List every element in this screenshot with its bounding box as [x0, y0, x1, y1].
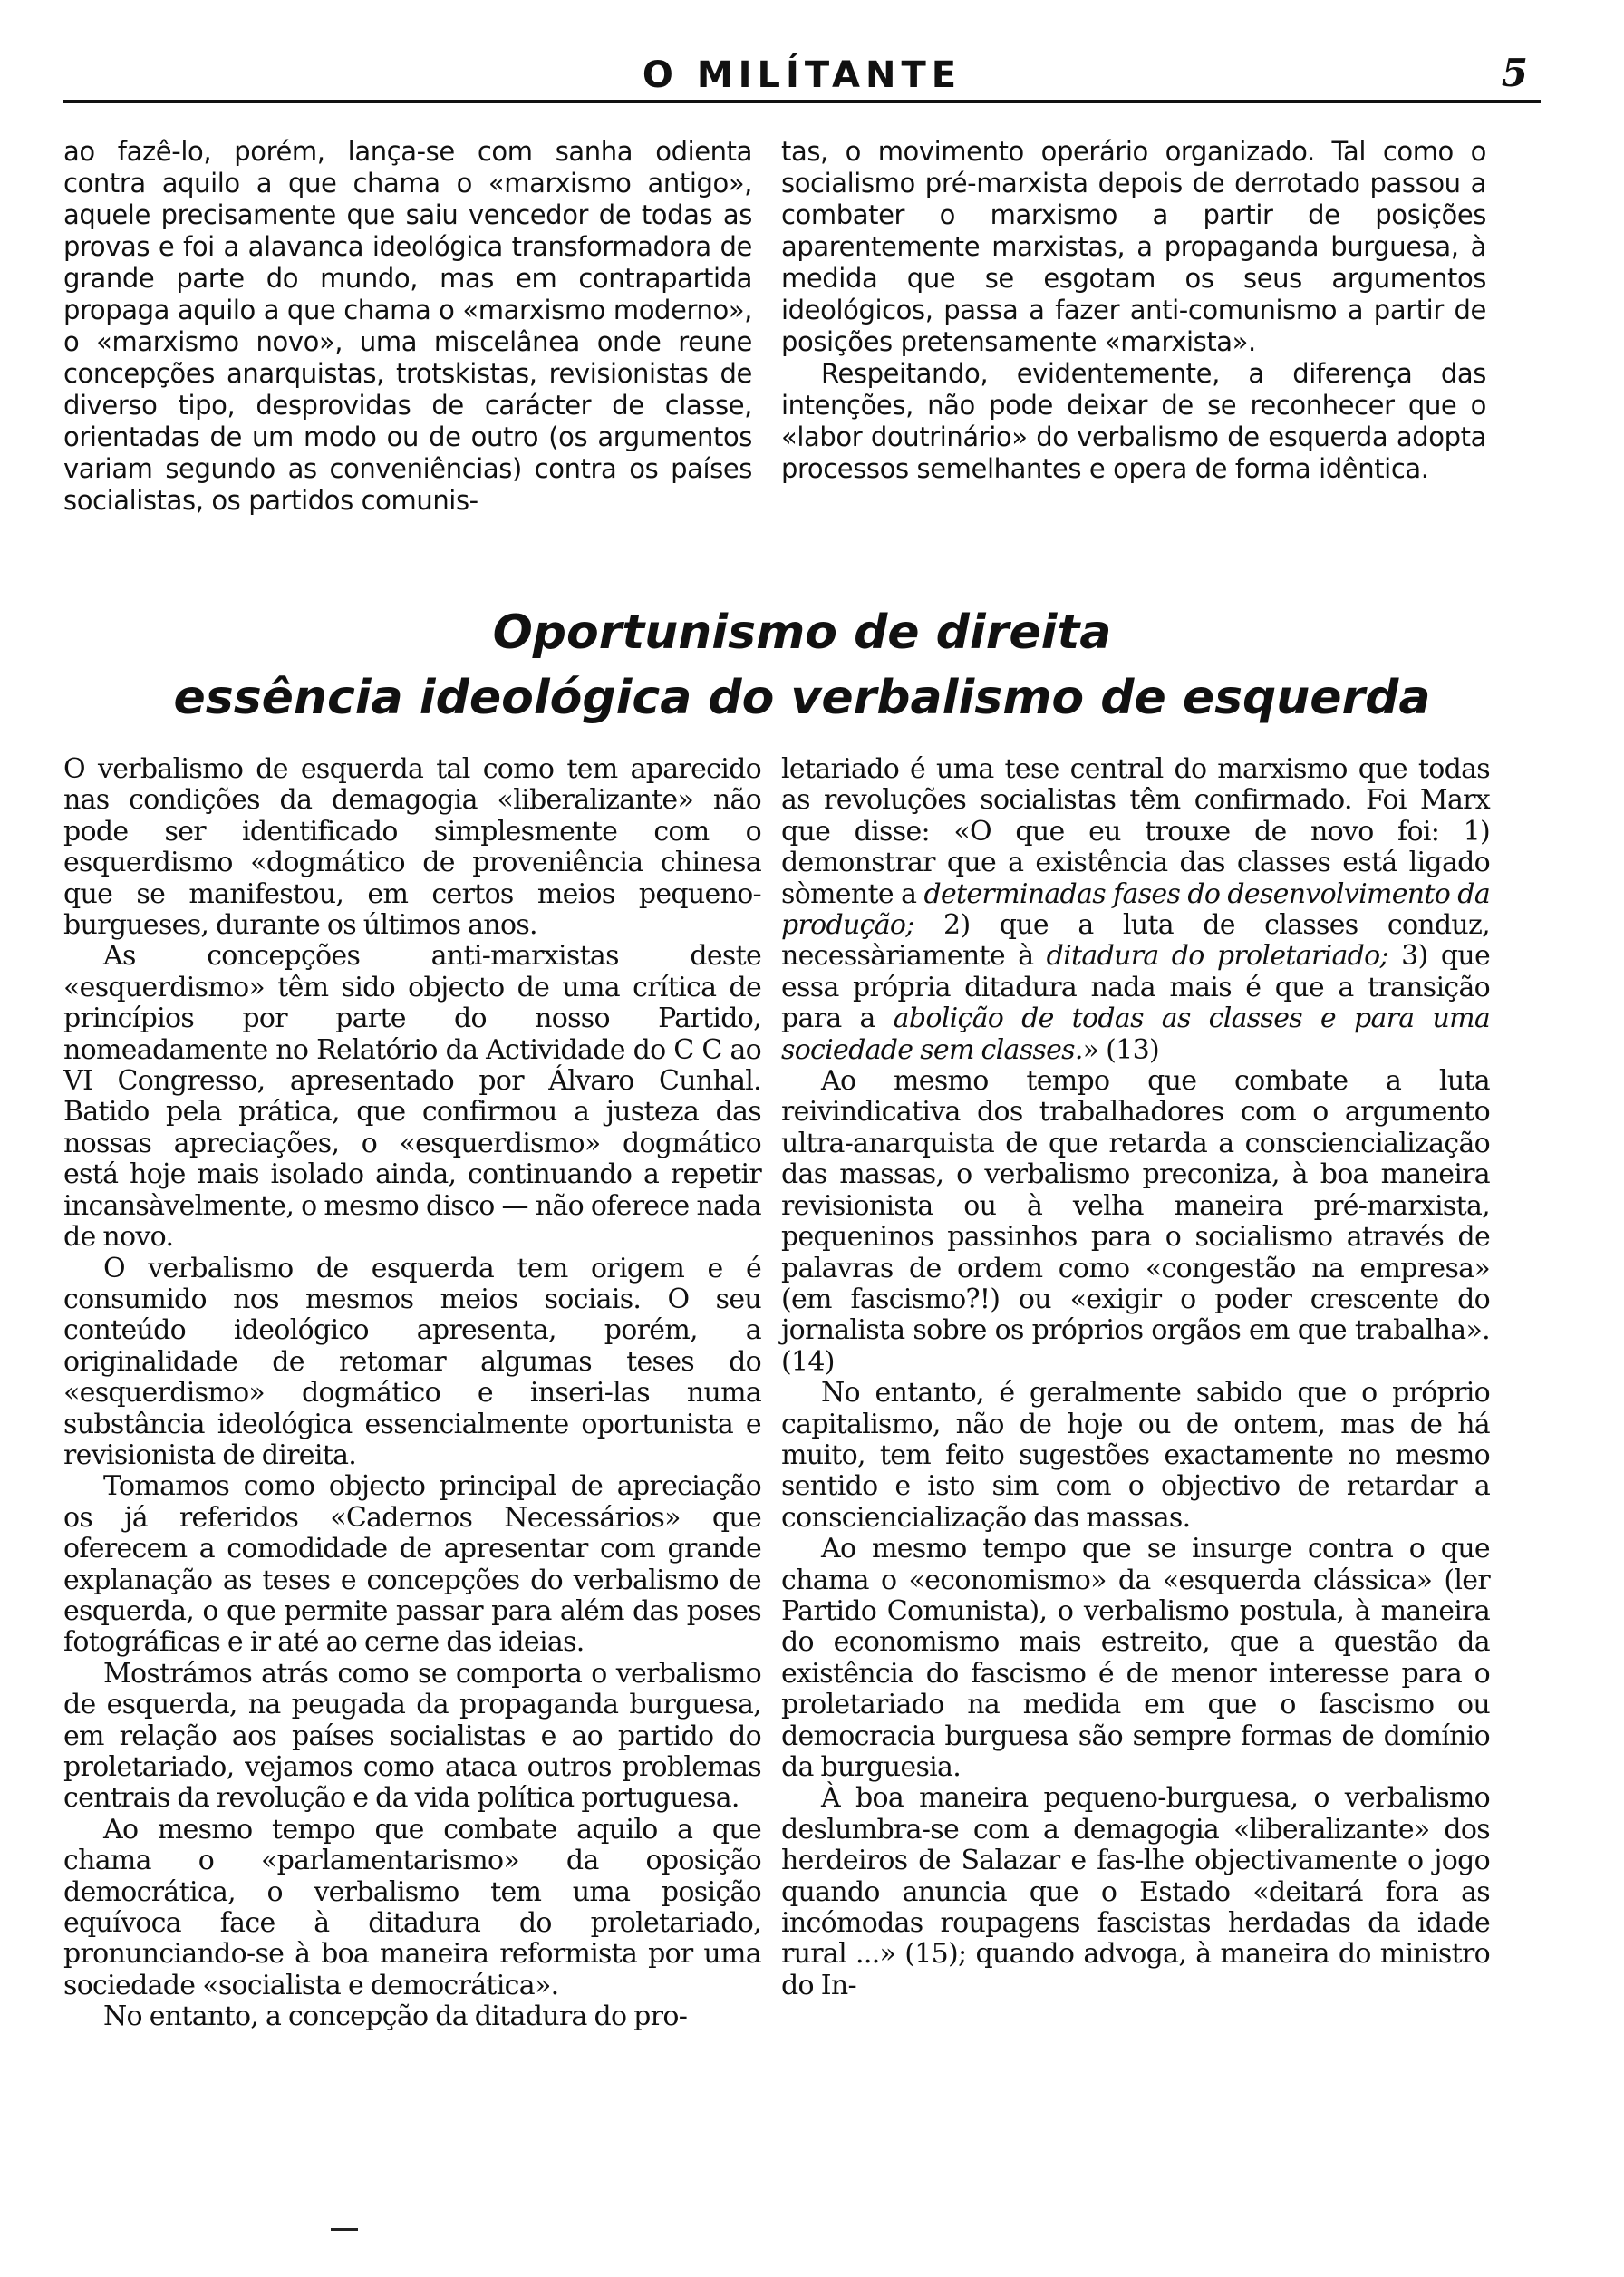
quote-text: letariado é uma tese central do marxismo que todas as revoluções socialistas têm confirmado. Foi Marx que disse: «O que eu trouxe de novo foi: 1) demonstrar que a existência das classes está ligado sòmente a: [781, 753, 1490, 910]
top-right-paragraph-2: Respeitando, evidentemente, a diferença das intenções, não pode deixar de se reconhecer que o «labor doutrinário» do verbalismo de esquerda adopta processos semelhantes e opera de forma idêntica.: [781, 358, 1486, 484]
body-paragraph: Ao mesmo tempo que combate aquilo a que chama o «parlamentarismo» da oposição democrática, o verbalismo tem uma posição equívoca face à ditadura do proletariado, pronunciando-se à boa maneira reformista por uma sociedade «socialista e democrática».: [63, 1813, 761, 2001]
body-paragraph: No entanto, a concepção da ditadura do pro-: [103, 2001, 688, 2033]
body-paragraph: Tomamos como objecto principal de apreciação os já referidos «Cadernos Necessários» que oferecem a comodidade de apresentar com grande explanação as teses e concepções do verbalismo de esquerda, o que permite passar para além das poses fotográficas e ir até ao cerne das ideias.: [63, 1470, 761, 1659]
footer-dash: [331, 2228, 358, 2231]
quote-text: » (13): [1082, 1033, 1159, 1066]
body-paragraph: No entanto, é geralmente sabido que o próprio capitalismo, não de hoje ou de ontem, mas de há muito, tem feito sugestões exactamente no mesmo sentido e isto sim com o objectivo de retardar a consciencialização das massas.: [781, 1377, 1490, 1534]
article-headline-line-2: essência ideológica do verbalismo de esquerda: [173, 671, 1431, 725]
masthead-title: O MILÍTANTE: [642, 54, 962, 96]
body-paragraph: Ao mesmo tempo que se insurge contra o que chama o «economismo» da «esquerda clássica» (ler Partido Comunista), o verbalismo postula, à maneira do economismo mais estreito, que a questão da existência do fascismo é de menor interesse para o proletariado na medida em que o fascismo ou democracia burguesa são sempre formas de domínio da burguesia.: [781, 1533, 1490, 1783]
top-right-column: [781, 136, 1486, 485]
page-header: [63, 51, 1541, 107]
body-right-column: [781, 754, 1490, 2001]
top-left-column: [63, 136, 752, 517]
top-left-paragraph: ao fazê-lo, porém, lança-se com sanha odienta contra aquilo a que chama o «marxismo antigo», aquele precisamente que saiu vencedor de todas as provas e foi a alavanca ideológica transformadora de grande parte do mundo, mas em contrapartida propaga aquilo a que chama o «marxismo moderno», o «marxismo novo», uma miscelânea onde reune concepções anarquistas, trotskistas, revisionistas de diverso tipo, desprovidas de carácter de classe, orientadas de um modo ou de outro (os argumentos variam segundo as conveniências) contra os países socialistas, os partidos comunis-: [63, 136, 752, 516]
quote-emphasis: ditadura do proletariado;: [1046, 940, 1388, 973]
quote-emphasis: abolição de todas as classes e para uma sociedade sem classes.: [781, 1003, 1491, 1066]
quote-text: 3) que essa própria ditadura nada mais é que a transição para a: [781, 940, 1490, 1035]
body-paragraph: Ao mesmo tempo que combate a luta reivindicativa dos trabalhadores com o argumento ultra-anarquista de que retarda a consciencialização das massas, o verbalismo preconiza, à boa maneira revisionista ou à velha maneira pré-marxista, pequeninos passinhos para o socialismo através de palavras de ordem como «congestão na empresa» (em fascismo?!) ou «exigir o poder crescente do jornalista sobre os próprios orgãos em que trabalha». (14): [781, 1065, 1490, 1378]
quote-emphasis: determinadas fases do desenvolvimento da produção;: [781, 877, 1490, 942]
body-paragraph-marx-quote: [781, 754, 1490, 1066]
body-left-column: [63, 754, 761, 2033]
article-headline-line-1: Oportunismo de direita: [492, 606, 1112, 660]
body-paragraph: Mostrámos atrás como se comporta o verbalismo de esquerda, na peugada da propaganda burguesa, em relação aos países socialistas e ao partido do proletariado, vejamos como ataca outros problemas centrais da revolução e da vida política portuguesa.: [63, 1657, 761, 1815]
body-paragraph: O verbalismo de esquerda tem origem e é consumido nos mesmos meios sociais. O seu conteúdo ideológico apresenta, porém, a originalidade de retomar algumas teses do «esquerdismo» dogmático e inseri-las numa substância ideológica essencialmente oportunista e revisionista de direita.: [63, 1252, 761, 1471]
quote-text: 2) que a luta de classes conduz, necessàriamente à: [781, 909, 1490, 973]
page-number: 5: [1501, 51, 1528, 95]
top-right-paragraph-1: tas, o movimento operário organizado. Tal como o socialismo pré-marxista depois de derrotado passou a combater o marxismo a partir de posições aparentemente marxistas, a propaganda burguesa, à medida que se esgotam os seus argumentos ideológicos, passa a fazer anti-comunismo a partir de posições pretensamente «marxista».: [781, 136, 1486, 357]
body-paragraph: As concepções anti-marxistas deste «esquerdismo» têm sido objecto de uma crítica de princípios por parte do nosso Partido, nomeadamente no Relatório da Actividade do C C ao VI Congresso, apresentado por Álvaro Cunhal. Batido pela prática, que confirmou a justeza das nossas apreciações, o «esquerdismo» dogmático está hoje mais isolado ainda, continuando a repetir incansàvelmente, o mesmo disco — não oferece nada de novo.: [63, 940, 761, 1254]
body-paragraph: O verbalismo de esquerda tal como tem aparecido nas condições da demagogia «liberalizante» não pode ser identificado simplesmente com o esquerdismo «dogmático de proveniência chinesa que se manifestou, em certos meios pequeno-burgueses, durante os últimos anos.: [63, 753, 761, 942]
header-rule: [63, 100, 1541, 103]
body-paragraph: À boa maneira pequeno-burguesa, o verbalismo deslumbra-se com a demagogia «liberalizante» dos herdeiros de Salazar e fas-lhe objectivamente o jogo quando anuncia que o Estado «deitará fora as incómodas roupagens fascistas herdadas da idade rural ...» (15); quando advoga, à maneira do ministro do In-: [781, 1782, 1490, 2001]
